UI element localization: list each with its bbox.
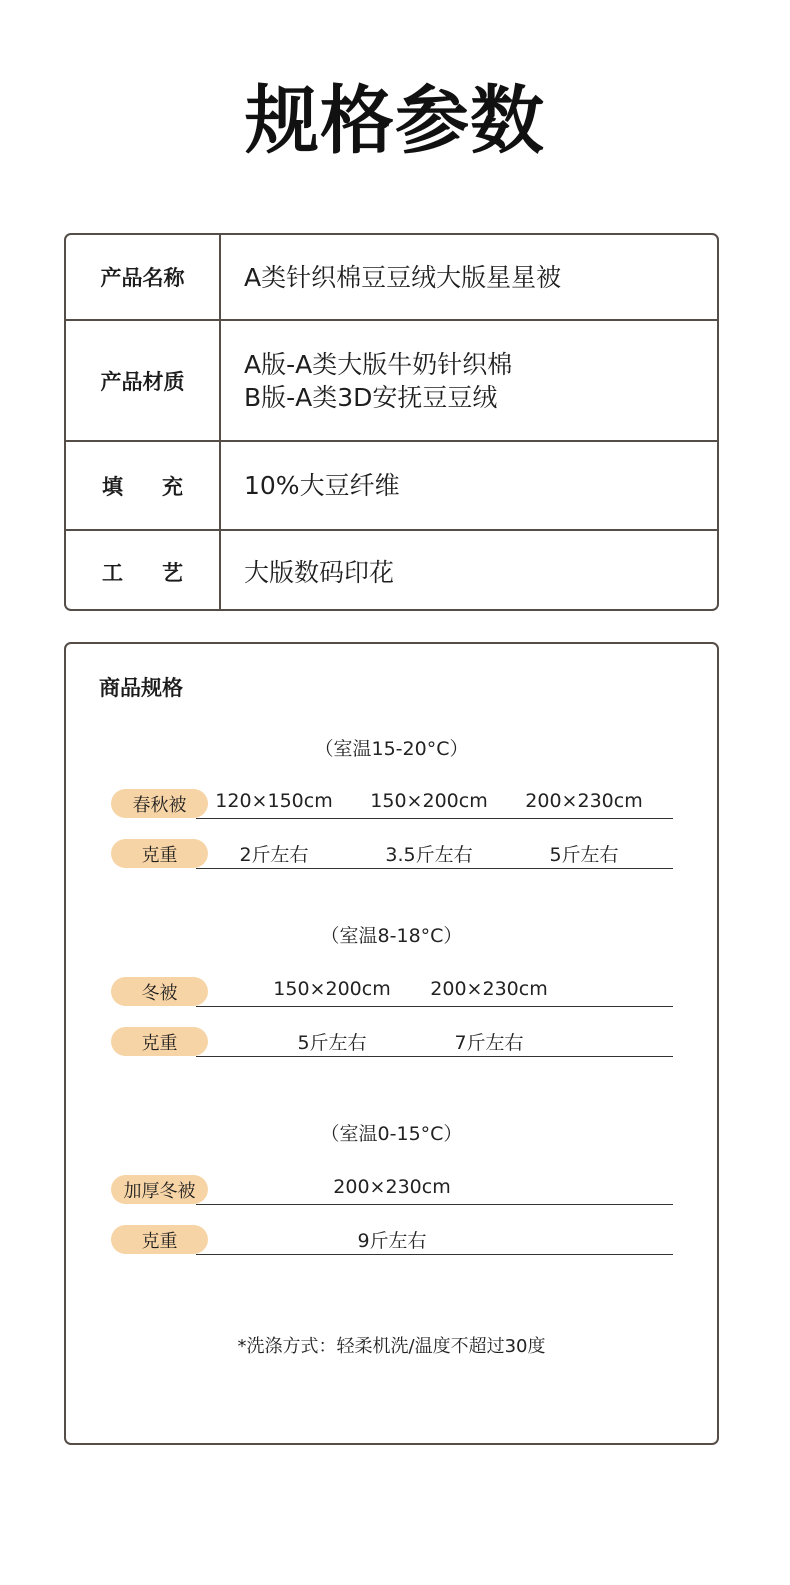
- weight-cell: 5斤左右: [297, 1032, 367, 1054]
- size-cell: 200×230cm: [430, 978, 548, 1000]
- spec-value-line: 10%大豆纤维: [244, 471, 400, 500]
- page-title: 规格参数: [245, 78, 545, 164]
- spec-value-line: A类针织棉豆豆绒大版星星被: [244, 262, 562, 292]
- size-cell: 150×200cm: [370, 790, 488, 812]
- spec-label-char: 填: [102, 474, 123, 499]
- weight-row: [111, 1225, 673, 1255]
- spec-value-line: A版-A类大版牛奶针织棉: [244, 349, 513, 379]
- spec-value-craft: [244, 531, 707, 611]
- temp-range: （室温15-20°C）: [314, 738, 469, 760]
- row-divider: [196, 1254, 673, 1255]
- weight-pill: 克重: [111, 1225, 208, 1254]
- row-divider: [196, 1006, 673, 1007]
- spec-label-char: 充: [162, 474, 183, 499]
- size-cell: 200×230cm: [525, 790, 643, 812]
- spec-label-char: 艺: [162, 561, 183, 585]
- weight-cell: 3.5斤左右: [385, 844, 473, 866]
- temp-range: （室温0-15°C）: [320, 1123, 463, 1145]
- row-divider: [196, 868, 673, 869]
- row-divider: [196, 1056, 673, 1057]
- weight-pill: 克重: [111, 839, 208, 868]
- spec-label-char: 工: [102, 561, 123, 585]
- spec-row-material: [66, 319, 717, 440]
- weight-row: [111, 839, 673, 869]
- category-pill: 冬被: [111, 977, 208, 1006]
- size-cell: 200×230cm: [333, 1176, 451, 1198]
- category-pill: 加厚冬被: [111, 1175, 208, 1204]
- spec-label-craft: [66, 531, 221, 611]
- spec-value-line: 大版数码印花: [244, 557, 395, 587]
- size-row: [111, 977, 673, 1007]
- weight-row: [111, 1027, 673, 1057]
- weight-cell: 9斤左右: [357, 1230, 427, 1252]
- size-row: [111, 789, 673, 819]
- row-divider: [196, 818, 673, 819]
- spec-table: [64, 233, 719, 611]
- spec-value-name: [244, 235, 707, 319]
- size-cell: 120×150cm: [215, 790, 333, 812]
- weight-pill: 克重: [111, 1027, 208, 1056]
- washing-note: *洗涤方式：轻柔机洗/温度不超过30度: [237, 1336, 546, 1357]
- spec-value-line: B版-A类3D安抚豆豆绒: [244, 382, 498, 412]
- row-divider: [196, 1204, 673, 1205]
- spec-row-filling: [66, 440, 717, 529]
- spec-row-name: [66, 235, 717, 319]
- goods-spec-box: [64, 642, 719, 1445]
- spec-value-material: [244, 321, 707, 440]
- weight-cell: 7斤左右: [454, 1032, 524, 1054]
- temp-range: （室温8-18°C）: [320, 925, 463, 947]
- category-pill: 春秋被: [111, 789, 208, 818]
- spec-label-material: 产品材质: [66, 321, 221, 440]
- spec-label-name: 产品名称: [66, 235, 221, 319]
- spec-value-filling: [244, 442, 707, 529]
- size-cell: 150×200cm: [273, 978, 391, 1000]
- spec-label-filling: [66, 442, 221, 529]
- size-row: [111, 1175, 673, 1205]
- weight-cell: 5斤左右: [549, 844, 619, 866]
- goods-spec-title: 商品规格: [99, 676, 183, 700]
- weight-cell: 2斤左右: [239, 844, 309, 866]
- spec-row-craft: [66, 529, 717, 611]
